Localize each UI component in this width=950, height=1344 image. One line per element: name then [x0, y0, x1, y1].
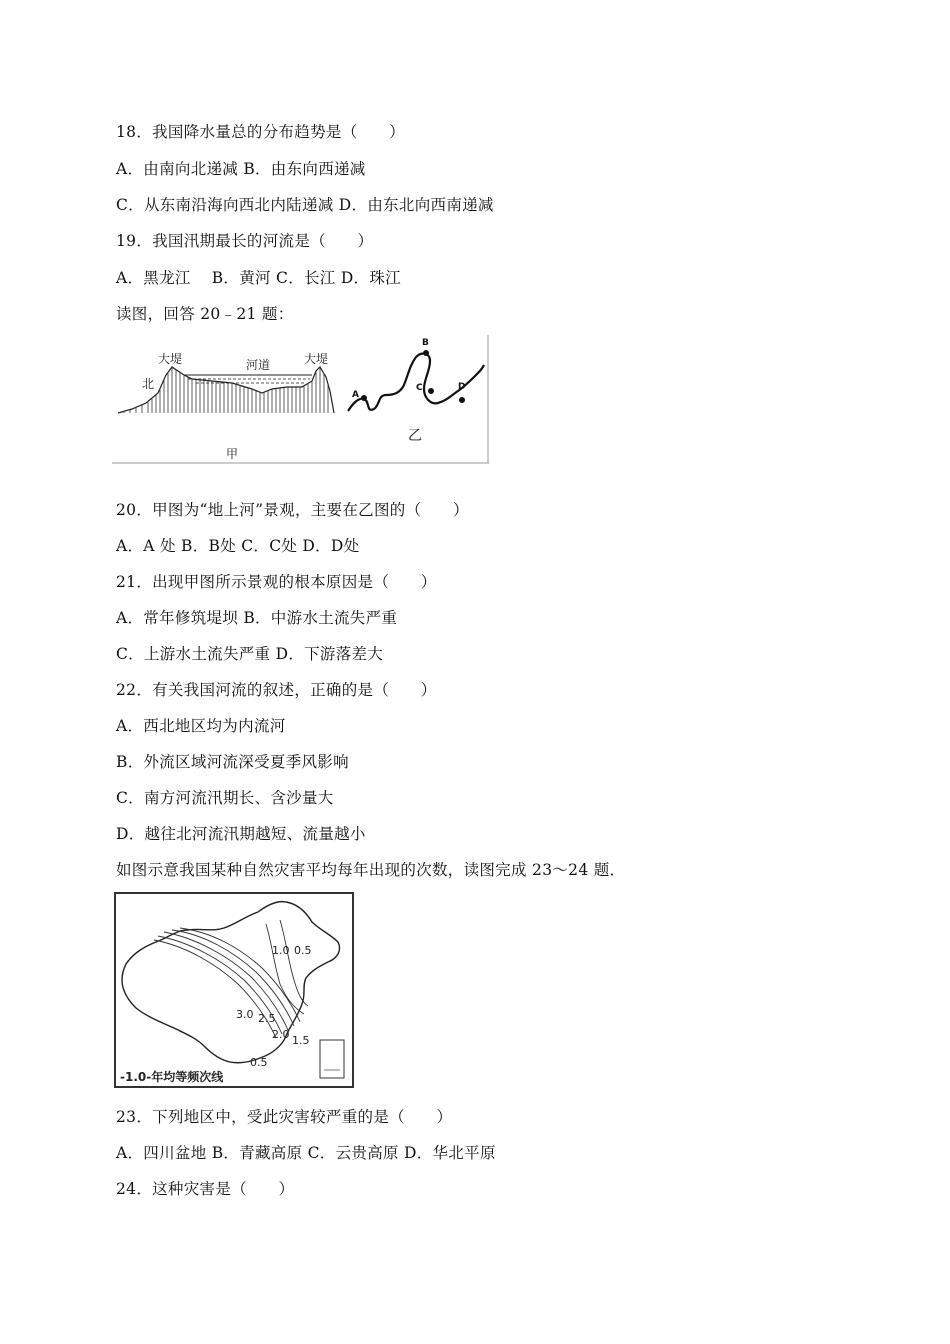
contour-label-1-5: 1.5: [292, 1034, 310, 1047]
point-c-label: C: [416, 383, 423, 393]
q20-options: A．A 处 B．B处 C．C处 D．D处: [116, 537, 360, 555]
left-dike-label: 大堤: [158, 352, 183, 366]
point-a-marker: [361, 395, 367, 401]
south-sea-inset: [320, 1040, 344, 1078]
contour-label-0-5-north: 0.5: [294, 944, 312, 957]
point-c-marker: [428, 388, 434, 394]
q22-option-a: A．西北地区均为内流河: [116, 717, 286, 735]
q22-option-b: B．外流区域河流深受夏季风影响: [116, 753, 349, 771]
point-b-marker: [423, 350, 429, 356]
q20-stem: 20．甲图为“地上河”景观，主要在乙图的（ ）: [116, 501, 469, 519]
q22-option-d: D．越往北河流汛期越短、流量越小: [116, 825, 366, 843]
q21-stem: 21．出现甲图所示景观的根本原因是（ ）: [116, 573, 437, 591]
q23-stem: 23．下列地区中，受此灾害较严重的是（ ）: [116, 1108, 453, 1126]
channel-label: 河道: [246, 358, 271, 372]
caption-yi: 乙: [408, 428, 422, 444]
contour-label-3-0: 3.0: [236, 1008, 254, 1021]
q24-stem: 24．这种灾害是（ ）: [116, 1180, 295, 1198]
q19-stem: 19．我国汛期最长的河流是（ ）: [116, 232, 374, 250]
north-label: 北: [142, 377, 155, 391]
q19-options: A．黑龙江 B．黄河 C．长江 D．珠江: [116, 269, 401, 287]
figure-disaster-map: [114, 892, 354, 1088]
q18-options-ab: A．由南向北递减 B．由东向西递减: [116, 160, 366, 178]
q21-options-cd: C．上游水土流失严重 D．下游落差大: [116, 645, 384, 663]
q23-options: A．四川盆地 B．青藏高原 C．云贵高原 D．华北平原: [116, 1144, 496, 1162]
contour-label-1-0: 1.0: [272, 944, 290, 957]
contour-label-2-0: 2.0: [272, 1028, 290, 1041]
right-dike-label: 大堤: [304, 352, 329, 366]
q21-options-ab: A．常年修筑堤坝 B．中游水土流失严重: [116, 609, 398, 627]
figure1-intro: 读图，回答 20﹣21 题：: [116, 305, 294, 323]
q22-stem: 22．有关我国河流的叙述，正确的是（ ）: [116, 681, 437, 699]
map-legend: -1.0-年均等频次线: [120, 1070, 224, 1084]
point-b-label: B: [422, 338, 429, 348]
q18-options-cd: C．从东南沿海向西北内陆递减 D．由东北向西南递减: [116, 196, 494, 214]
figure-levee-river: [112, 335, 489, 464]
point-a-label: A: [352, 390, 359, 400]
figure-disaster-map-svg: [116, 894, 352, 1086]
figure2-intro: 如图示意我国某种自然灾害平均每年出现的次数，读图完成 23～24 题．: [116, 861, 626, 879]
contour-label-0-5-south: 0.5: [250, 1056, 268, 1069]
point-d-marker: [459, 397, 465, 403]
caption-jia: 甲: [226, 447, 239, 461]
q22-option-c: C．南方河流汛期长、含沙量大: [116, 789, 334, 807]
q18-stem: 18．我国降水量总的分布趋势是（ ）: [116, 123, 405, 141]
point-d-label: D: [458, 382, 466, 392]
contour-label-2-5: 2.5: [258, 1012, 276, 1025]
